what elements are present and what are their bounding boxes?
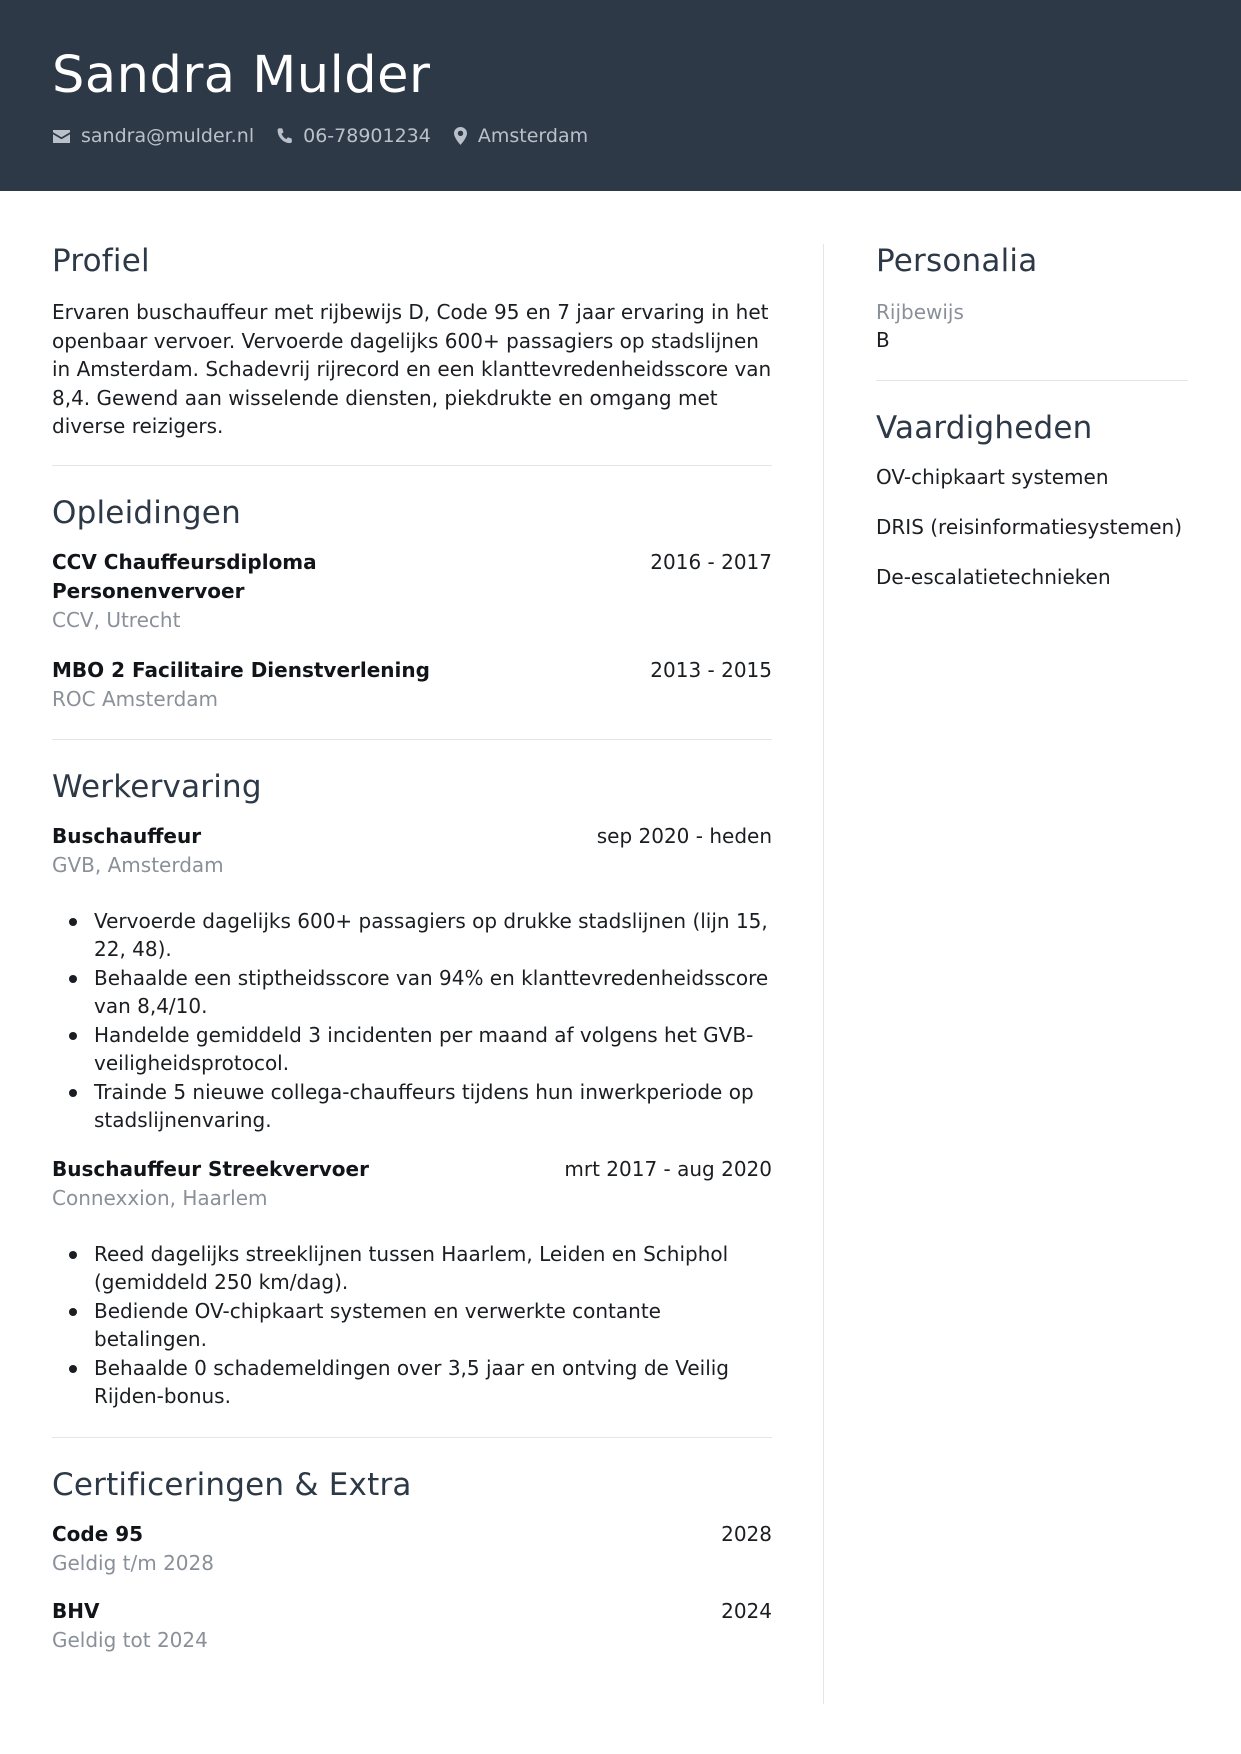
- personal-section: [876, 236, 1188, 354]
- job-employer: Connexxion, Haarlem: [52, 1185, 268, 1210]
- license-value: B: [876, 328, 890, 352]
- education-heading: Opleidingen: [52, 494, 241, 531]
- personal-heading: Personalia: [876, 243, 1038, 279]
- certification-date: 2028: [721, 1521, 772, 1546]
- education-institution: ROC Amsterdam: [52, 686, 218, 711]
- job-bullets: [52, 1240, 772, 1411]
- certification-entry: [52, 1597, 772, 1654]
- certification-date: 2024: [721, 1598, 772, 1623]
- main-column: [52, 236, 772, 1654]
- certifications-section: [52, 1460, 772, 1654]
- section-divider: [52, 1437, 772, 1438]
- job-bullets: [52, 907, 772, 1135]
- section-divider: [52, 465, 772, 466]
- certification-validity: Geldig tot 2024: [52, 1627, 208, 1652]
- license-label: Rijbewijs: [876, 300, 964, 324]
- skill-item: OV-chipkaart systemen: [876, 465, 1109, 489]
- job-employer: GVB, Amsterdam: [52, 852, 224, 877]
- job-title: Buschauffeur: [52, 823, 202, 848]
- list-item: Vervoerde dagelijks 600+ passagiers op drukke stadslijnen (lijn 15, 22, 48).: [52, 907, 772, 964]
- profile-section: [52, 236, 772, 441]
- contact-phone[interactable]: [276, 122, 431, 150]
- list-item: Bediende OV-chipkaart systemen en verwerkte contante betalingen.: [52, 1297, 772, 1354]
- education-section: [52, 488, 772, 713]
- phone-text: 06-78901234: [303, 125, 431, 147]
- job-date: sep 2020 - heden: [596, 823, 772, 848]
- education-institution: CCV, Utrecht: [52, 607, 181, 632]
- phone-icon: [276, 127, 293, 145]
- skill-item: DRIS (reisinformatiesystemen): [876, 515, 1183, 539]
- skill-item: De-escalatietechnieken: [876, 565, 1111, 589]
- column-divider: [823, 244, 824, 1704]
- list-item: Behaalde 0 schademeldingen over 3,5 jaar en ontving de Veilig Rijden-bonus.: [52, 1354, 772, 1411]
- list-item: Handelde gemiddeld 3 incidenten per maand af volgens het GVB-veiligheidsprotocol.: [52, 1021, 772, 1078]
- education-title: MBO 2 Facilitaire Dienstverlening: [52, 657, 430, 682]
- skills-heading: Vaardigheden: [876, 410, 1093, 446]
- certification-title: Code 95: [52, 1521, 144, 1546]
- education-entry: [52, 656, 772, 713]
- profile-text: Ervaren buschauffeur met rijbewijs D, Code 95 en 7 jaar ervaring in het openbaar vervoer. Vervoerde dagelijks 600+ passagiers op stadslijnen in Amsterdam. Schadevrij rijrecord en een klanttevredenheidsscore van 8,4. Gewend aan wisselende diensten, piekdrukte en omgang met diverse reizigers.: [52, 300, 772, 438]
- candidate-name: Sandra Mulder: [52, 46, 431, 105]
- certification-entry: [52, 1520, 772, 1577]
- section-divider: [52, 739, 772, 740]
- education-date: 2016 - 2017: [650, 549, 772, 574]
- education-date: 2013 - 2015: [650, 657, 772, 682]
- job-entry: [52, 1155, 772, 1411]
- envelope-icon: [52, 129, 71, 144]
- location-text: Amsterdam: [477, 125, 589, 147]
- side-column: [876, 236, 1188, 591]
- section-divider: [876, 380, 1188, 381]
- education-title: CCV Chauffeursdiploma Personenvervoer: [52, 549, 317, 603]
- skills-section: [876, 403, 1188, 591]
- list-item: Reed dagelijks streeklijnen tussen Haarlem, Leiden en Schiphol (gemiddeld 250 km/dag).: [52, 1240, 772, 1297]
- certification-validity: Geldig t/m 2028: [52, 1550, 214, 1575]
- header-banner: [0, 0, 1241, 191]
- job-entry: [52, 822, 772, 1135]
- email-text: sandra@mulder.nl: [81, 125, 255, 147]
- experience-section: [52, 762, 772, 1411]
- job-date: mrt 2017 - aug 2020: [564, 1156, 772, 1181]
- list-item: Behaalde een stiptheidsscore van 94% en klanttevredenheidsscore van 8,4/10.: [52, 964, 772, 1021]
- contact-email[interactable]: [52, 122, 254, 150]
- contact-location[interactable]: [453, 122, 588, 150]
- job-title: Buschauffeur Streekvervoer: [52, 1156, 369, 1181]
- certifications-heading: Certificeringen & Extra: [52, 1466, 412, 1503]
- experience-heading: Werkervaring: [52, 768, 262, 805]
- education-entry: [52, 548, 772, 634]
- profile-heading: Profiel: [52, 243, 150, 279]
- certification-title: BHV: [52, 1598, 100, 1623]
- map-pin-icon: [453, 126, 468, 146]
- contact-bar: [52, 122, 610, 150]
- list-item: Trainde 5 nieuwe collega-chauffeurs tijdens hun inwerkperiode op stadslijnenvaring.: [52, 1078, 772, 1135]
